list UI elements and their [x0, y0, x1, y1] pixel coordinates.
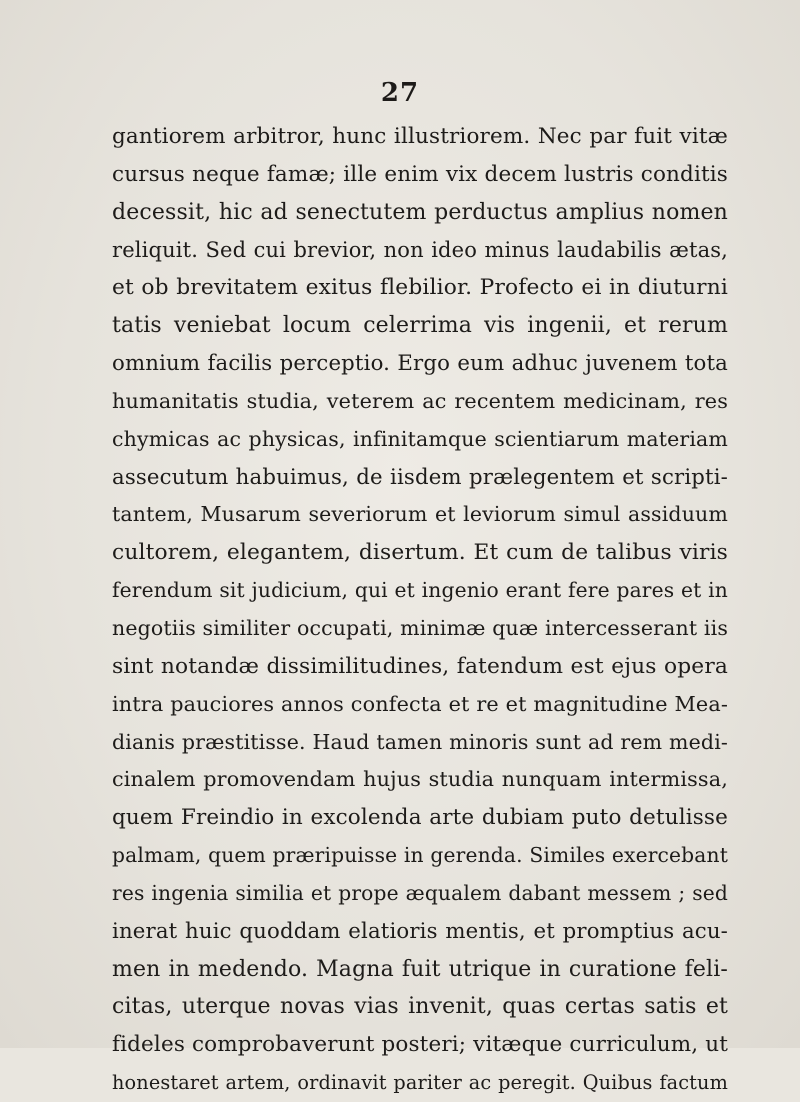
text-line: honestaret artem, ordinavit pariter ac peregit. Quibus factum	[112, 1071, 728, 1095]
text-line: men in medendo. Magna fuit utrique in curatione feli-	[112, 956, 728, 982]
page-number: 27	[380, 78, 420, 108]
text-line: ferendum sit judicium, qui et ingenio erant fere pares et in	[112, 578, 728, 603]
text-line: humanitatis studia, veterem ac recentem medicinam, res	[112, 388, 728, 413]
text-line: sint notandæ dissimilitudines, fatendum est ejus opera	[112, 653, 728, 679]
text-line: cultorem, elegantem, disertum. Et cum de talibus viris	[112, 540, 728, 566]
text-line: omnium facilis perceptio. Ergo eum adhuc juvenem tota	[112, 351, 728, 377]
text-line: assecutum habuimus, de iisdem prælegentem et scripti-	[112, 464, 728, 490]
text-line: palmam, quem præripuisse in gerenda. Similes exercebant	[112, 843, 728, 868]
text-line: et ob brevitatem exitus flebilior. Profecto ei in diuturni	[112, 275, 728, 301]
text-line: cursus neque famæ; ille enim vix decem lustris conditis	[112, 161, 728, 187]
text-line: tantem, Musarum severiorum et leviorum simul assiduum	[112, 502, 728, 527]
text-line: gantiorem arbitror, hunc illustriorem. Nec par fuit vitæ	[112, 124, 728, 149]
text-line: chymicas ac physicas, infinitamque scientiarum materiam	[112, 426, 728, 451]
text-line: dianis præstitisse. Haud tamen minoris sunt ad rem medi-	[112, 729, 728, 754]
text-line: quem Freindio in excolenda arte dubiam puto detulisse	[112, 805, 728, 831]
text-line: reliquit. Sed cui brevior, non ideo minus laudabilis ætas,	[112, 237, 728, 262]
text-line: res ingenia similia et prope æqualem dabant messem ; sed	[112, 880, 728, 905]
text-line: fideles comprobaverunt posteri; vitæque curriculum, ut	[112, 1032, 728, 1058]
text-line: negotiis similiter occupati, minimæ quæ intercesserant iis	[112, 615, 728, 640]
text-line: decessit, hic ad senectutem perductus amplius nomen	[112, 199, 728, 225]
text-line: cinalem promovendam hujus studia nunquam intermissa,	[112, 767, 728, 792]
text-line: citas, uterque novas vias invenit, quas certas satis et	[112, 994, 728, 1020]
text-line: tatis veniebat locum celerrima vis ingenii, et rerum	[112, 313, 728, 339]
body-text	[112, 118, 728, 1102]
text-line: inerat huic quoddam elatioris mentis, et promptius acu-	[112, 918, 728, 944]
text-line: intra pauciores annos confecta et re et magnitudine Mea-	[112, 691, 728, 716]
